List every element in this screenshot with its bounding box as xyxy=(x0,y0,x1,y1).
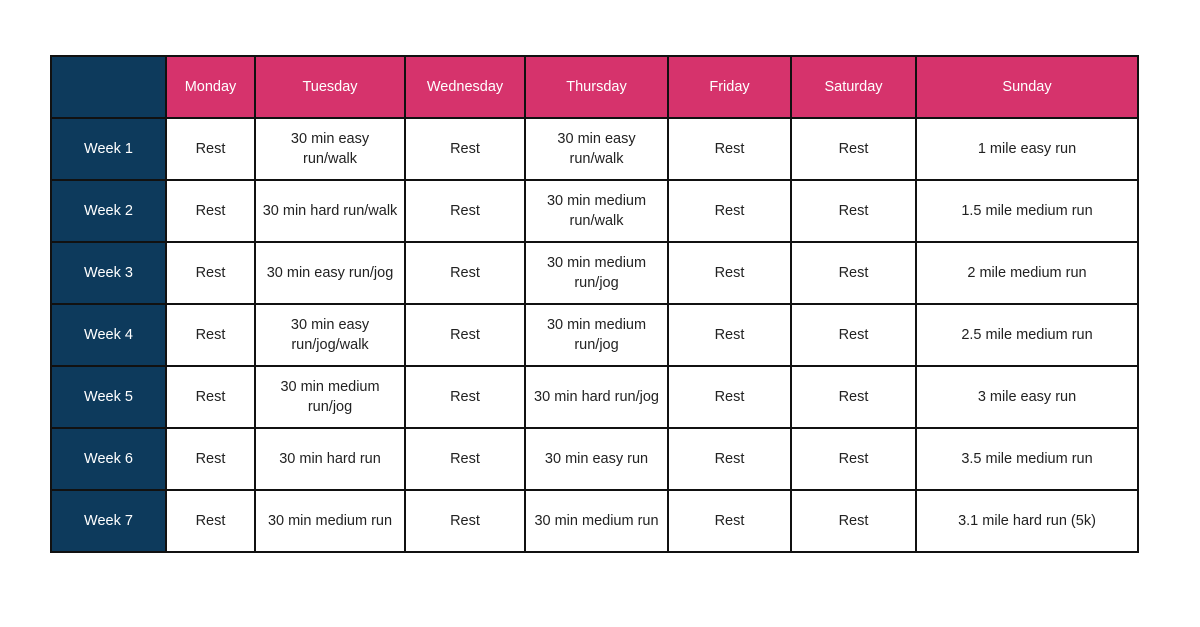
day-header-saturday: Saturday xyxy=(791,56,916,118)
table-cell: Rest xyxy=(791,304,916,366)
table-cell: 30 min easy run xyxy=(525,428,668,490)
table-cell: Rest xyxy=(791,118,916,180)
table-cell: Rest xyxy=(668,304,791,366)
table-cell: Rest xyxy=(405,304,525,366)
table-cell: Rest xyxy=(405,366,525,428)
table-cell: Rest xyxy=(668,366,791,428)
table-cell: Rest xyxy=(166,180,255,242)
table-cell: 2.5 mile medium run xyxy=(916,304,1138,366)
table-cell: Rest xyxy=(668,428,791,490)
table-row xyxy=(51,242,1138,304)
table-cell: Rest xyxy=(166,304,255,366)
table-cell: Rest xyxy=(668,242,791,304)
table-cell: 30 min medium run/jog xyxy=(525,242,668,304)
table-cell: 1.5 mile medium run xyxy=(916,180,1138,242)
table-cell: 30 min easy run/jog/walk xyxy=(255,304,405,366)
table-row xyxy=(51,490,1138,552)
table-cell: 30 min hard run xyxy=(255,428,405,490)
table-row xyxy=(51,366,1138,428)
table-cell: Rest xyxy=(791,428,916,490)
table-cell: Rest xyxy=(668,180,791,242)
week-label: Week 1 xyxy=(51,118,166,180)
table-row xyxy=(51,428,1138,490)
table-cell: 30 min easy run/jog xyxy=(255,242,405,304)
week-label: Week 5 xyxy=(51,366,166,428)
table-cell: Rest xyxy=(668,118,791,180)
table-cell: 3.5 mile medium run xyxy=(916,428,1138,490)
week-label: Week 4 xyxy=(51,304,166,366)
week-label: Week 3 xyxy=(51,242,166,304)
table-cell: 3 mile easy run xyxy=(916,366,1138,428)
table-cell: Rest xyxy=(668,490,791,552)
header-row xyxy=(51,56,1138,118)
day-header-sunday: Sunday xyxy=(916,56,1138,118)
table-cell: Rest xyxy=(791,490,916,552)
table-cell: Rest xyxy=(791,242,916,304)
table-cell: 30 min medium run/jog xyxy=(525,304,668,366)
table-cell: Rest xyxy=(405,118,525,180)
table-cell: Rest xyxy=(166,118,255,180)
table-cell: 30 min easy run/walk xyxy=(525,118,668,180)
table-cell: Rest xyxy=(791,366,916,428)
table-cell: Rest xyxy=(166,490,255,552)
table-cell: Rest xyxy=(166,366,255,428)
table-cell: 30 min hard run/walk xyxy=(255,180,405,242)
table-cell: 30 min hard run/jog xyxy=(525,366,668,428)
table-row xyxy=(51,304,1138,366)
table-cell: Rest xyxy=(166,428,255,490)
training-schedule-table xyxy=(50,55,1139,553)
table-cell: Rest xyxy=(405,242,525,304)
table-cell: 30 min medium run/walk xyxy=(525,180,668,242)
table-cell: Rest xyxy=(166,242,255,304)
table-cell: Rest xyxy=(405,428,525,490)
week-label: Week 6 xyxy=(51,428,166,490)
table-cell: 30 min medium run/jog xyxy=(255,366,405,428)
table-cell: Rest xyxy=(405,490,525,552)
day-header-monday: Monday xyxy=(166,56,255,118)
corner-cell xyxy=(51,56,166,118)
table-cell: 2 mile medium run xyxy=(916,242,1138,304)
table-cell: Rest xyxy=(791,180,916,242)
week-label: Week 2 xyxy=(51,180,166,242)
table-cell: Rest xyxy=(405,180,525,242)
day-header-wednesday: Wednesday xyxy=(405,56,525,118)
day-header-thursday: Thursday xyxy=(525,56,668,118)
table-cell: 30 min medium run xyxy=(255,490,405,552)
table-row xyxy=(51,180,1138,242)
table-cell: 30 min easy run/walk xyxy=(255,118,405,180)
day-header-tuesday: Tuesday xyxy=(255,56,405,118)
table-cell: 30 min medium run xyxy=(525,490,668,552)
table-cell: 3.1 mile hard run (5k) xyxy=(916,490,1138,552)
table-row xyxy=(51,118,1138,180)
table-cell: 1 mile easy run xyxy=(916,118,1138,180)
day-header-friday: Friday xyxy=(668,56,791,118)
week-label: Week 7 xyxy=(51,490,166,552)
